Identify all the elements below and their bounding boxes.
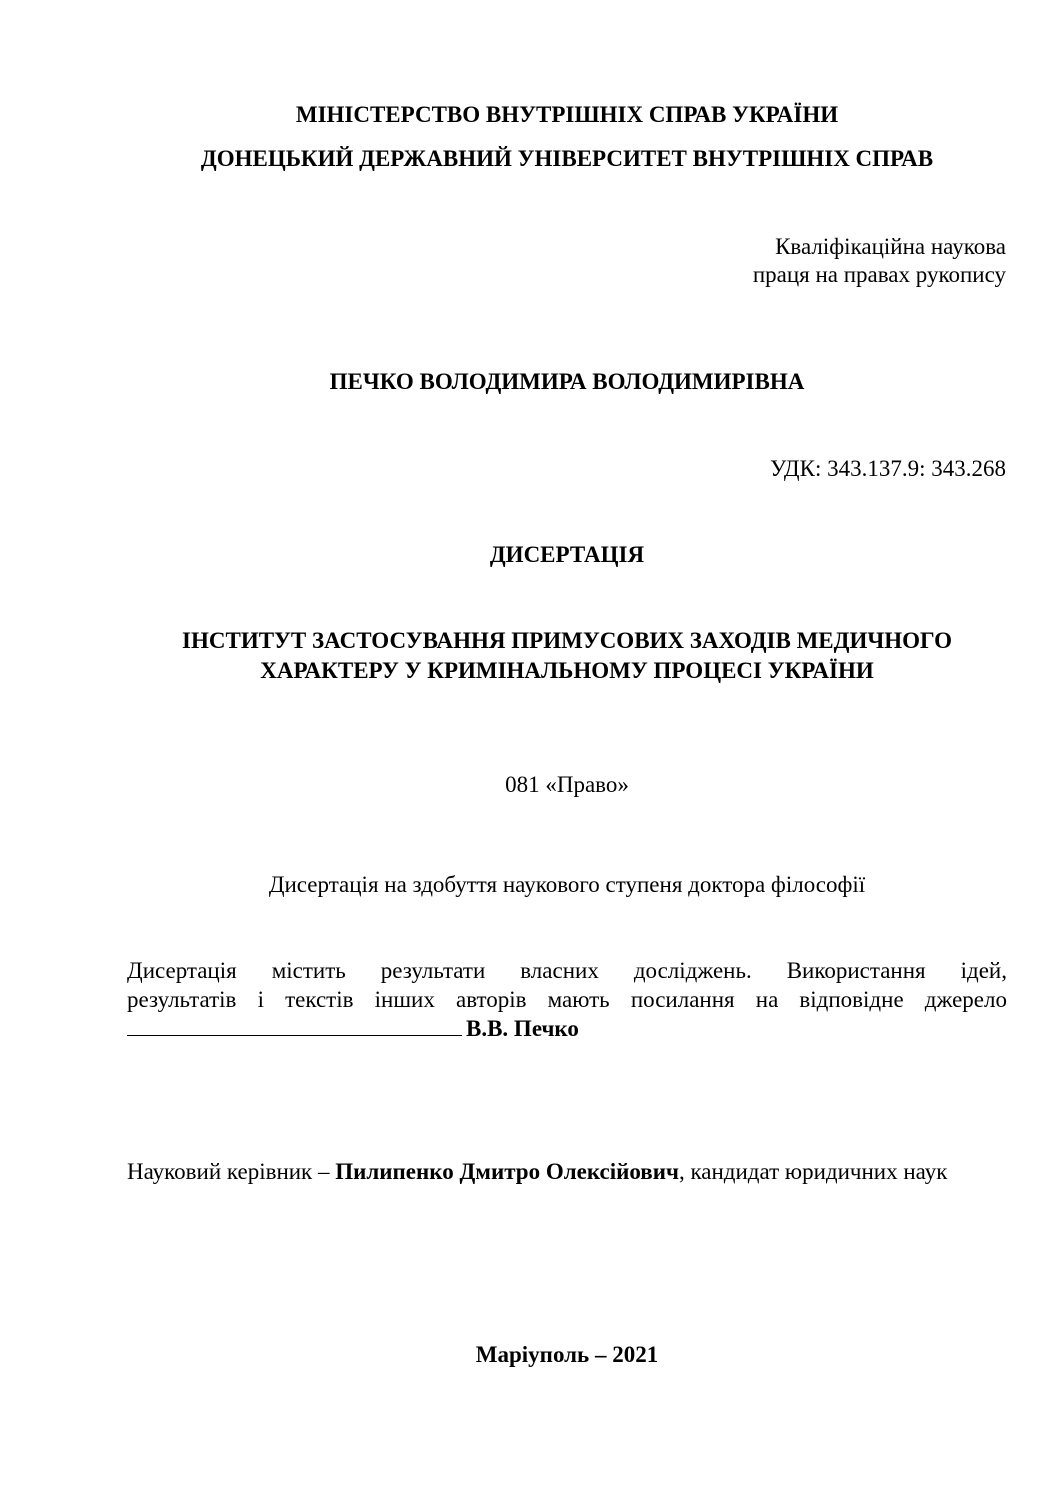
udk-code: УДК: 343.137.9: 343.268	[769, 456, 1006, 481]
signature-name: В.В. Печко	[466, 1016, 579, 1041]
manuscript-note	[753, 233, 1006, 288]
degree-statement: Дисертація на здобуття наукового ступеня доктора філософії	[268, 872, 866, 897]
ministry-heading: МІНІСТЕРСТВО ВНУТРІШНІХ СПРАВ УКРАЇНИ	[295, 102, 839, 127]
signature-line	[127, 1017, 462, 1036]
supervisor-suffix: , кандидат юридичних наук	[678, 1159, 948, 1184]
dissertation-title	[0, 626, 1058, 686]
document-type: ДИСЕРТАЦІЯ	[489, 542, 645, 567]
statement-line1: Дисертація містить результати власних досліджень. Використання ідей,	[127, 958, 1007, 983]
statement-line2: результатів і текстів інших авторів мають посилання на відповідне джерело	[127, 987, 1007, 1012]
title-line1: ІНСТИТУТ ЗАСТОСУВАННЯ ПРИМУСОВИХ ЗАХОДІВ МЕДИЧНОГО	[182, 628, 952, 653]
manuscript-note-line1: Кваліфікаційна наукова	[775, 234, 1006, 259]
manuscript-note-line2: праця на правах рукопису	[752, 261, 1006, 287]
title-line2: ХАРАКТЕРУ У КРИМІНАЛЬНОМУ ПРОЦЕСІ УКРАЇНИ	[260, 658, 874, 683]
city-year: Маріуполь – 2021	[475, 1342, 659, 1367]
specialty: 081 «Право»	[505, 772, 629, 797]
originality-statement	[127, 956, 1007, 1043]
supervisor-name: Пилипенко Дмитро Олексійович	[335, 1159, 679, 1184]
supervisor-info	[127, 1157, 1007, 1186]
supervisor-prefix: Науковий керівник –	[127, 1159, 336, 1184]
university-heading: ДОНЕЦЬКИЙ ДЕРЖАВНИЙ УНІВЕРСИТЕТ ВНУТРІШНІХ СПРАВ	[200, 146, 934, 171]
author-name: ПЕЧКО ВОЛОДИМИРА ВОЛОДИМИРІВНА	[329, 369, 805, 394]
signature-row	[127, 1014, 1007, 1043]
